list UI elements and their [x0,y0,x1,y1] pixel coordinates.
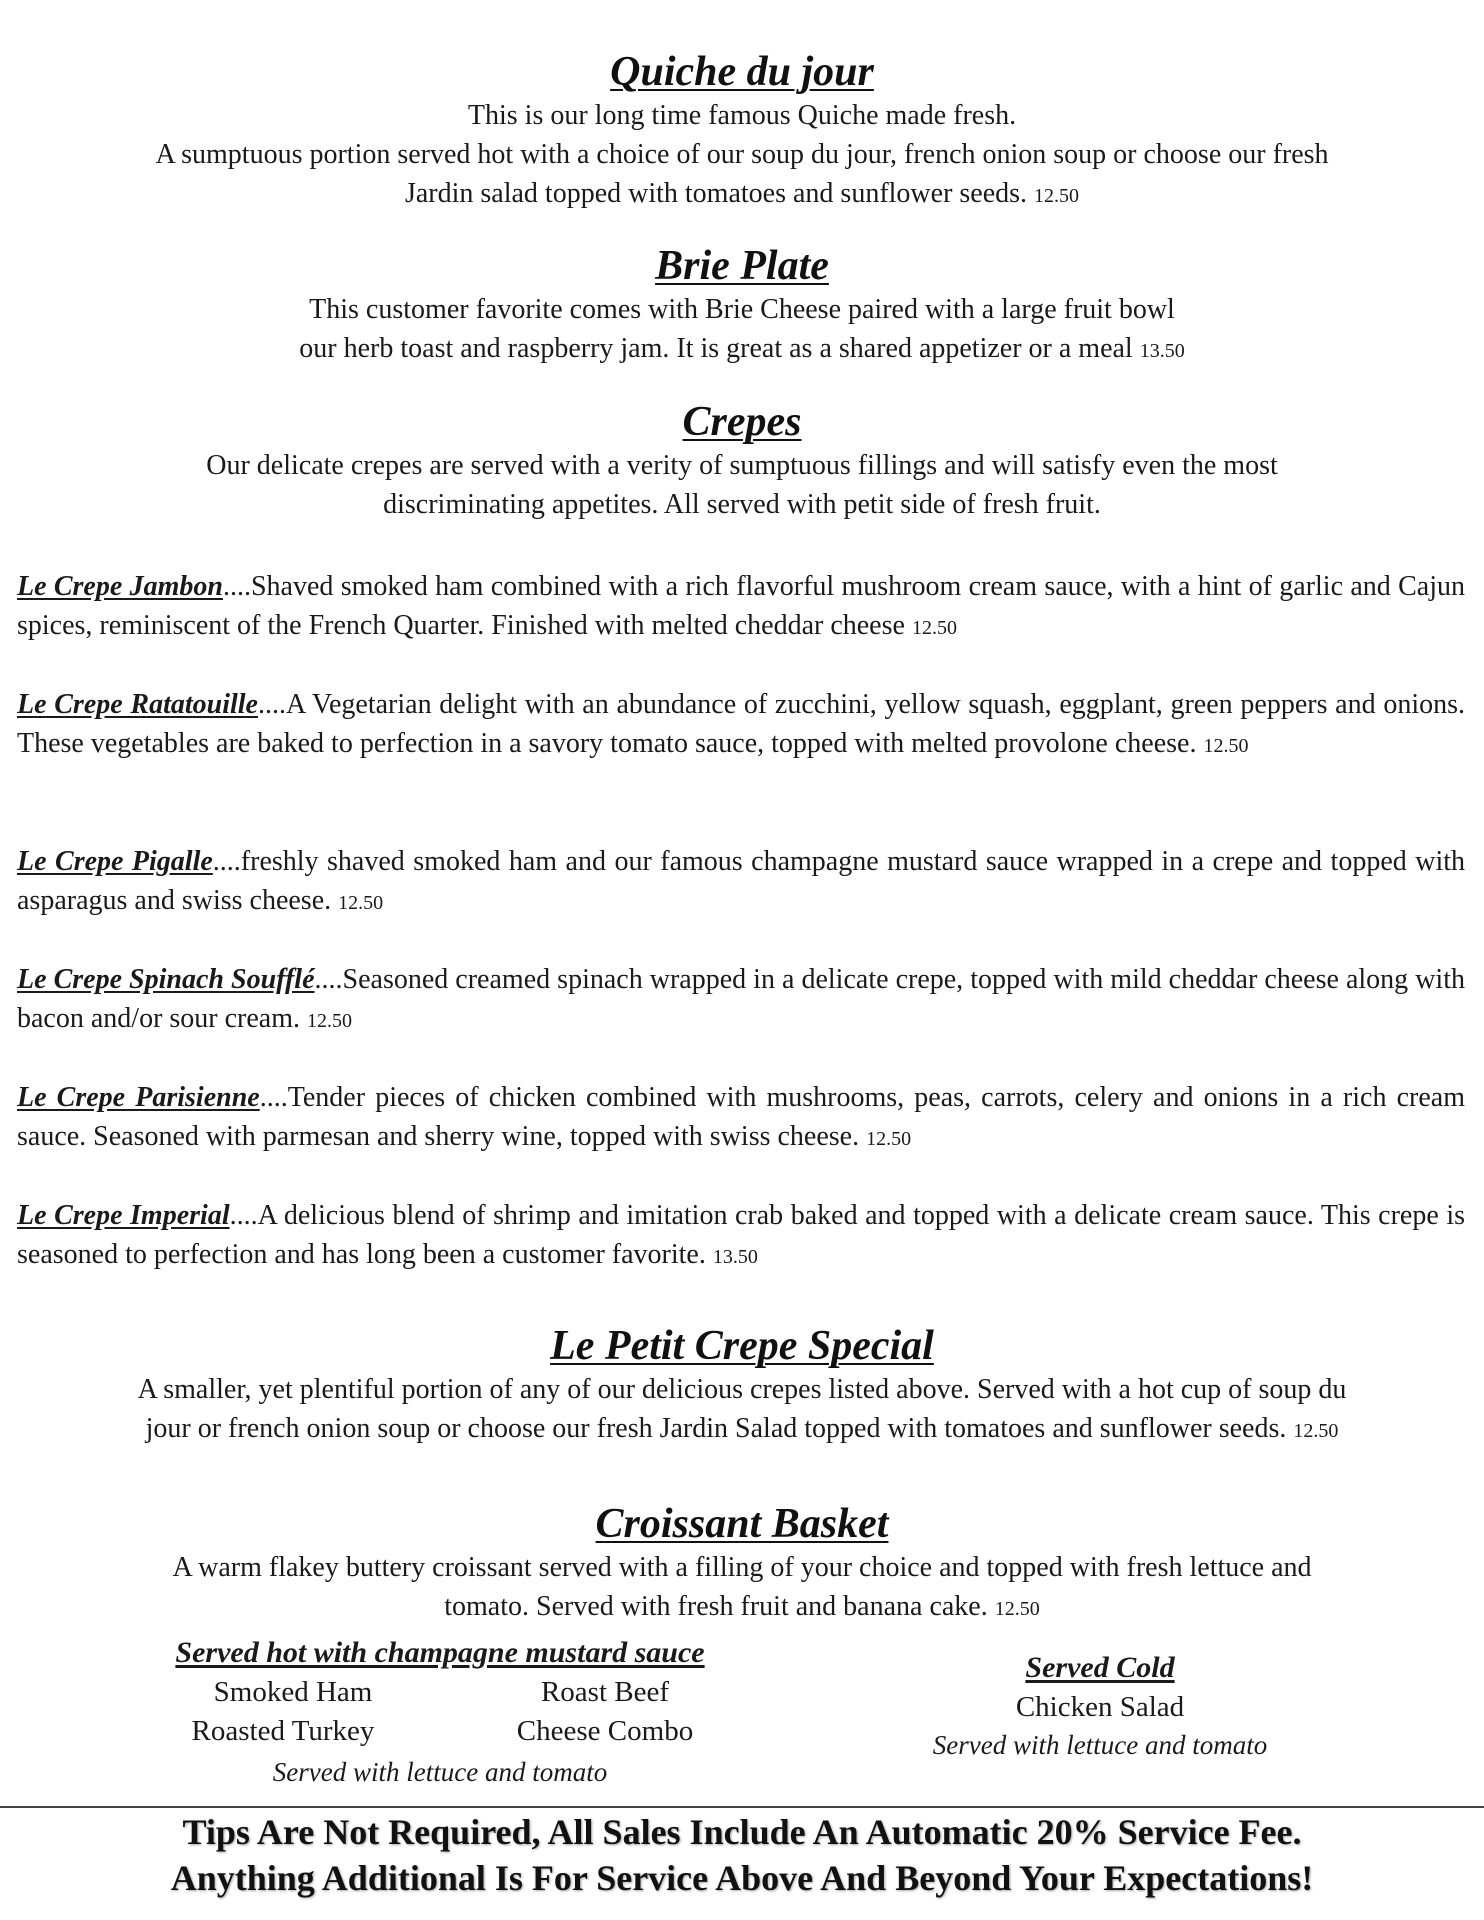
crepe-description: ....Shaved smoked ham combined with a rich flavorful mushroom cream sauce, with a hint of garlic and Cajun spices, reminiscent of the French Quarter. Finished with melted cheddar cheese [17,571,1465,641]
brie-section [0,242,1484,371]
brie-desc-line2: our herb toast and raspberry jam. It is great as a shared appetizer or a meal [299,333,1133,364]
crepe-name: Le Crepe Spinach Soufflé [17,964,315,995]
crepe-price: 12.50 [338,892,384,914]
crepe-price: 12.50 [911,617,957,639]
crepe-description: ....A Vegetarian delight with an abundance of zucchini, yellow squash, eggplant, green peppers and onions. These vegetables are baked to perfection in a savory tomato sauce, topped with melted provolone cheese. [17,689,1466,759]
croissant-desc-line1: A warm flakey buttery croissant served with a filling of your choice and topped with fresh lettuce and [172,1552,1312,1583]
petit-crepe-price: 12.50 [1293,1420,1339,1442]
served-cold-note: Served with lettuce and tomato [932,1730,1268,1760]
crepe-name: Le Crepe Parisienne [17,1082,260,1113]
crepe-item-parisienne [17,1078,1465,1159]
crepe-name: Le Crepe Ratatouille [17,689,258,720]
petit-crepe-desc-line1: A smaller, yet plentiful portion of any of our delicious crepes listed above. Served with a hot cup of soup du [137,1374,1347,1405]
filling-roasted-turkey: Roasted Turkey [191,1715,375,1747]
crepe-price: 12.50 [307,1010,352,1032]
served-hot-note: Served with lettuce and tomato [272,1757,608,1787]
crepe-price: 13.50 [712,1246,758,1268]
served-cold-heading: Served Cold [1025,1651,1175,1684]
crepe-item-pigalle [17,842,1465,923]
crepe-description: ....Tender pieces of chicken combined with mushrooms, peas, carrots, celery and onions in a rich cream sauce. Seasoned with parmesan and sherry wine, topped with swiss cheese. [17,1082,1466,1152]
quiche-section [0,48,1484,216]
croissant-price: 12.50 [994,1598,1040,1620]
crepe-name: Le Crepe Imperial [17,1200,230,1231]
brie-desc-line1: This customer favorite comes with Brie Cheese paired with a large fruit bowl [309,294,1175,325]
quiche-desc-line3: Jardin salad topped with tomatoes and sunflower seeds. [404,178,1028,209]
filling-chicken-salad: Chicken Salad [1015,1691,1185,1723]
crepes-title: Crepes [682,399,802,445]
brie-title: Brie Plate [655,243,829,289]
crepe-item-jambon [17,567,1465,648]
quiche-desc-line2: A sumptuous portion served hot with a choice of our soup du jour, french onion soup or choose our fresh [155,139,1329,170]
crepe-price: 12.50 [1203,735,1249,757]
footer-divider [0,1806,1484,1808]
footer-line1: Tips Are Not Required, All Sales Include An Automatic 20% Service Fee. [182,1812,1302,1852]
quiche-desc-line1: This is our long time famous Quiche made fresh. [467,100,1017,131]
served-hot-heading: Served hot with champagne mustard sauce [175,1636,705,1669]
filling-smoked-ham: Smoked Ham [213,1676,373,1708]
crepe-item-imperial [17,1196,1465,1277]
crepe-name: Le Crepe Pigalle [17,846,213,877]
petit-crepe-title: Le Petit Crepe Special [550,1323,934,1369]
filling-roast-beef: Roast Beef [540,1676,670,1708]
filling-cheese-combo: Cheese Combo [516,1715,694,1747]
petit-crepe-section [0,1322,1484,1451]
crepe-item-ratatouille [17,685,1465,766]
crepes-desc-line2: discriminating appetites. All served with petit side of fresh fruit. [383,489,1101,520]
crepe-price: 12.50 [866,1128,912,1150]
crepe-item-spinach-souffle [17,960,1465,1041]
crepes-desc-line1: Our delicate crepes are served with a verity of sumptuous fillings and will satisfy even the most [206,450,1278,481]
crepe-description: ....freshly shaved smoked ham and our famous champagne mustard sauce wrapped in a crepe and topped with asparagus and swiss cheese. [17,846,1466,916]
brie-price: 13.50 [1139,340,1185,362]
croissant-title: Croissant Basket [595,1501,889,1547]
petit-crepe-desc-line2: jour or french onion soup or choose our fresh Jardin Salad topped with tomatoes and sunflower seeds. [145,1413,1287,1444]
croissant-desc-line2: tomato. Served with fresh fruit and banana cake. [444,1591,988,1622]
footer-line2: Anything Additional Is For Service Above And Beyond Your Expectations! [170,1858,1314,1898]
quiche-price: 12.50 [1034,185,1080,207]
croissant-section [0,1500,1484,1629]
crepes-section [0,398,1484,524]
crepe-description: ....Seasoned creamed spinach wrapped in a delicate crepe, topped with mild cheddar cheese along with bacon and/or sour cream. [17,964,1465,1034]
crepe-description: ....A delicious blend of shrimp and imitation crab baked and topped with a delicate cream sauce. This crepe is seasoned to perfection and has long been a customer favorite. [17,1200,1465,1270]
quiche-title: Quiche du jour [610,49,874,95]
crepe-name: Le Crepe Jambon [17,571,223,602]
